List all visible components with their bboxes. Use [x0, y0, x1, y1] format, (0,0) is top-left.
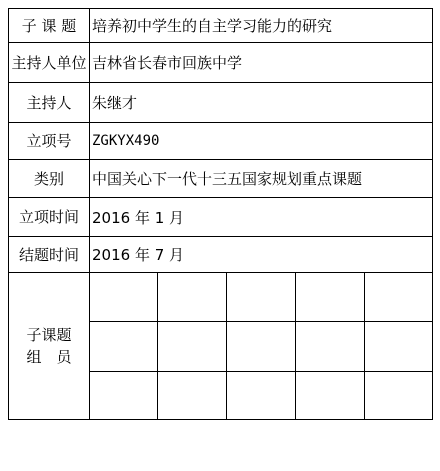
start-time-value: 2016 年 1 月: [90, 198, 433, 237]
member-cell: [90, 273, 158, 322]
category-label: 类别: [9, 160, 90, 198]
row-category: [9, 160, 433, 198]
member-cell: [158, 372, 227, 420]
members-label: [9, 273, 90, 420]
project-info-table: [8, 8, 433, 420]
end-time-label: 结题时间: [9, 237, 90, 273]
member-cell: [296, 322, 365, 372]
row-end-time: [9, 237, 433, 273]
host-unit-value: 吉林省长春市回族中学: [90, 43, 433, 83]
project-no-value: ZGKYX490: [90, 123, 433, 160]
member-cell: [158, 322, 227, 372]
row-host: [9, 83, 433, 123]
member-cell: [365, 322, 433, 372]
member-cell: [227, 273, 296, 322]
members-label-line2: 组 员: [26, 348, 72, 366]
row-project-no: [9, 123, 433, 160]
member-cell: [365, 273, 433, 322]
start-time-label: 立项时间: [9, 198, 90, 237]
member-cell: [158, 273, 227, 322]
member-cell: [296, 372, 365, 420]
category-value: 中国关心下一代十三五国家规划重点课题: [90, 160, 433, 198]
host-unit-label: 主持人单位: [9, 43, 90, 83]
member-cell: [365, 372, 433, 420]
subtopic-value: 培养初中学生的自主学习能力的研究: [90, 9, 433, 43]
members-label-line1: 子课题: [26, 326, 72, 344]
member-cell: [227, 322, 296, 372]
subtopic-label: 子 课 题: [9, 9, 90, 43]
member-cell: [90, 372, 158, 420]
member-cell: [296, 273, 365, 322]
row-subtopic: [9, 9, 433, 43]
member-cell: [90, 322, 158, 372]
members-row-1: [9, 273, 433, 322]
project-no-label: 立项号: [9, 123, 90, 160]
end-time-value: 2016 年 7 月: [90, 237, 433, 273]
row-start-time: [9, 198, 433, 237]
row-host-unit: [9, 43, 433, 83]
host-label: 主持人: [9, 83, 90, 123]
member-cell: [227, 372, 296, 420]
host-value: 朱继才: [90, 83, 433, 123]
